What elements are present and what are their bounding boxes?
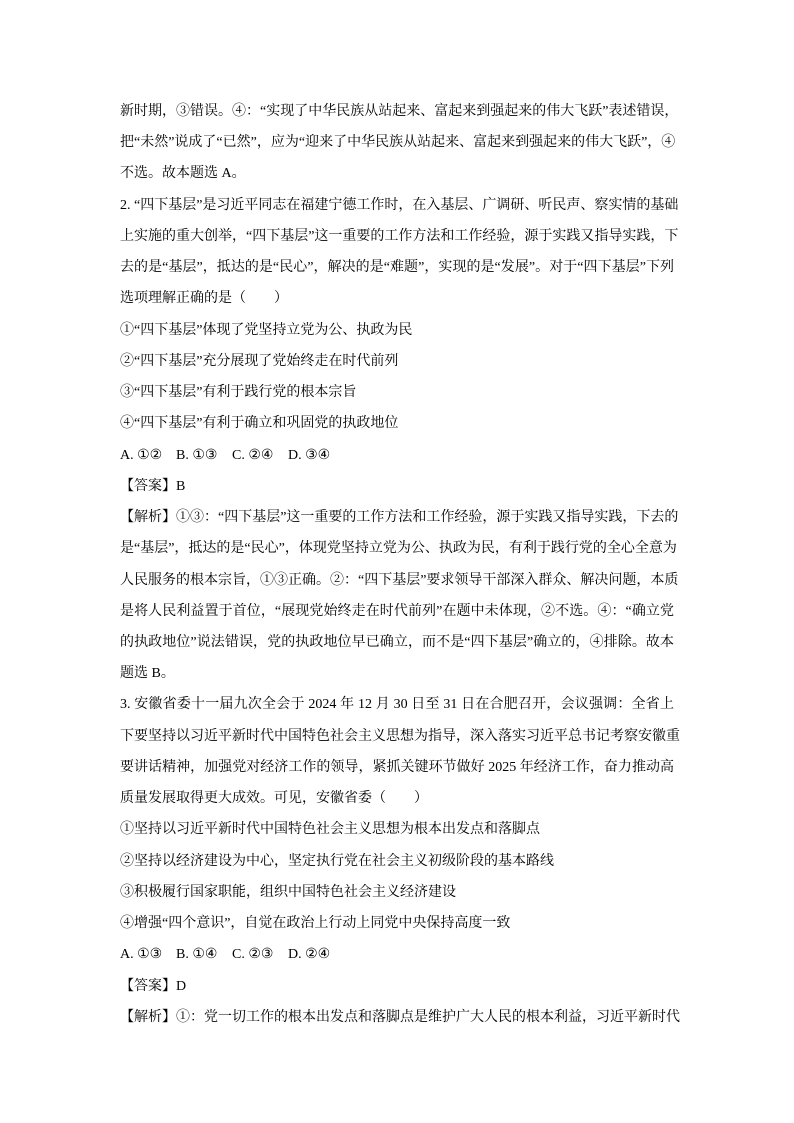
analysis-line: 的执政地位”说法错误，党的执政地位早已确立，而不是“四下基层”确立的，④排除。故本: [120, 634, 674, 650]
statement-2: ②“四下基层”充分展现了党始终走在时代前列: [120, 353, 399, 369]
choice-c: C. ②④: [232, 447, 274, 463]
analysis-line: 把“未然”说成了“已然”，应为“迎来了中华民族从站起来、富起来到强起来的伟大飞跃”，④: [120, 135, 676, 151]
analysis-line: 是“基层”，抵达的是“民心”，体现党坚持立党为公、执政为民，有利于践行党的全心全意为: [120, 541, 677, 557]
analysis-text: ①：党一切工作的根本出发点和落脚点是维护广大人民的根本利益，习近平新时代: [176, 1009, 680, 1025]
stem-line: 下要坚持以习近平新时代中国特色社会主义思想为指导，深入落实习近平总书记考察安徽重: [120, 728, 680, 744]
statement-4: ④增强“四个意识”，自觉在政治上行动上同党中央保持高度一致: [120, 916, 511, 932]
choice-c: C. ②③: [232, 947, 274, 963]
choice-a: A. ①③: [120, 947, 163, 963]
stem-line: 2. “四下基层”是习近平同志在福建宁德工作时，在入基层、广调研、听民声、察实情的基础: [120, 197, 679, 213]
choice-b: B. ①③: [176, 447, 218, 463]
stem-line: 要讲话精神，加强党对经济工作的领导，紧抓关键环节做好 2025 年经济工作，奋力推动高: [120, 759, 674, 775]
statement-3: ③积极履行国家职能，组织中国特色社会主义经济建设: [120, 884, 456, 900]
stem-line: 上实施的重大创举，“四下基层”这一重要的工作方法和工作经验，源于实践又指导实践，下: [120, 228, 679, 244]
analysis-line: 题选 B。: [120, 666, 175, 682]
answer-label: 【答案】: [120, 478, 176, 494]
text-block: [120, 96, 680, 1033]
statement-1: ①“四下基层”体现了党坚持立党为公、执政为民: [120, 322, 413, 338]
answer-line: [120, 971, 674, 1002]
stem-line: 选项理解正确的是（ ）: [120, 291, 288, 307]
choices: [120, 939, 674, 970]
choice-d: D. ②④: [288, 947, 331, 963]
analysis-line: 是将人民利益置于首位，“展现党始终走在时代前列”在题中未体现，②不选。④：“确立党: [120, 603, 674, 619]
answer-label: 【答案】: [120, 978, 176, 994]
question-3: [120, 689, 680, 1033]
previous-question-analysis: [120, 96, 679, 190]
stem-line: 去的是“基层”，抵达的是“民心”，解决的是“难题”，实现的是“发展”。对于“四下基层”下列: [120, 260, 674, 276]
stem-line: 3. 安徽省委十一届九次全会于 2024 年 12 月 30 日至 31 日在合肥召开，会议强调：全省上: [120, 697, 674, 713]
analysis-label: 【解析】: [120, 510, 176, 526]
question-2: [120, 190, 679, 690]
statement-3: ③“四下基层”有利于践行党的根本宗旨: [120, 385, 357, 401]
analysis-line: [120, 502, 679, 533]
choice-a: A. ①②: [120, 447, 163, 463]
statement-1: ①坚持以习近平新时代中国特色社会主义思想为根本出发点和落脚点: [120, 822, 540, 838]
answer-value: D: [176, 978, 187, 994]
choice-d: D. ③④: [288, 447, 331, 463]
analysis-text: ①③：“四下基层”这一重要的工作方法和工作经验，源于实践又指导实践，下去的: [176, 510, 679, 526]
analysis-line: 人民服务的根本宗旨，①③正确。②：“四下基层”要求领导干部深入群众、解决问题，本质: [120, 572, 679, 588]
stem-line: 质量发展取得更大成效。可见，安徽省委（ ）: [120, 791, 428, 807]
choices: [120, 440, 674, 471]
answer-value: B: [176, 478, 186, 494]
analysis-label: 【解析】: [120, 1009, 176, 1025]
analysis-line: 新时期，③错误。④：“实现了中华民族从站起来、富起来到强起来的伟大飞跃”表述错误，: [120, 104, 679, 119]
analysis-line: [120, 1002, 680, 1033]
choice-b: B. ①④: [176, 947, 218, 963]
statement-2: ②坚持以经济建设为中心，坚定执行党在社会主义初级阶段的基本路线: [120, 853, 554, 869]
analysis-line: 不选。故本题选 A。: [120, 166, 246, 182]
answer-line: [120, 471, 674, 502]
statement-4: ④“四下基层”有利于确立和巩固党的执政地位: [120, 416, 399, 432]
